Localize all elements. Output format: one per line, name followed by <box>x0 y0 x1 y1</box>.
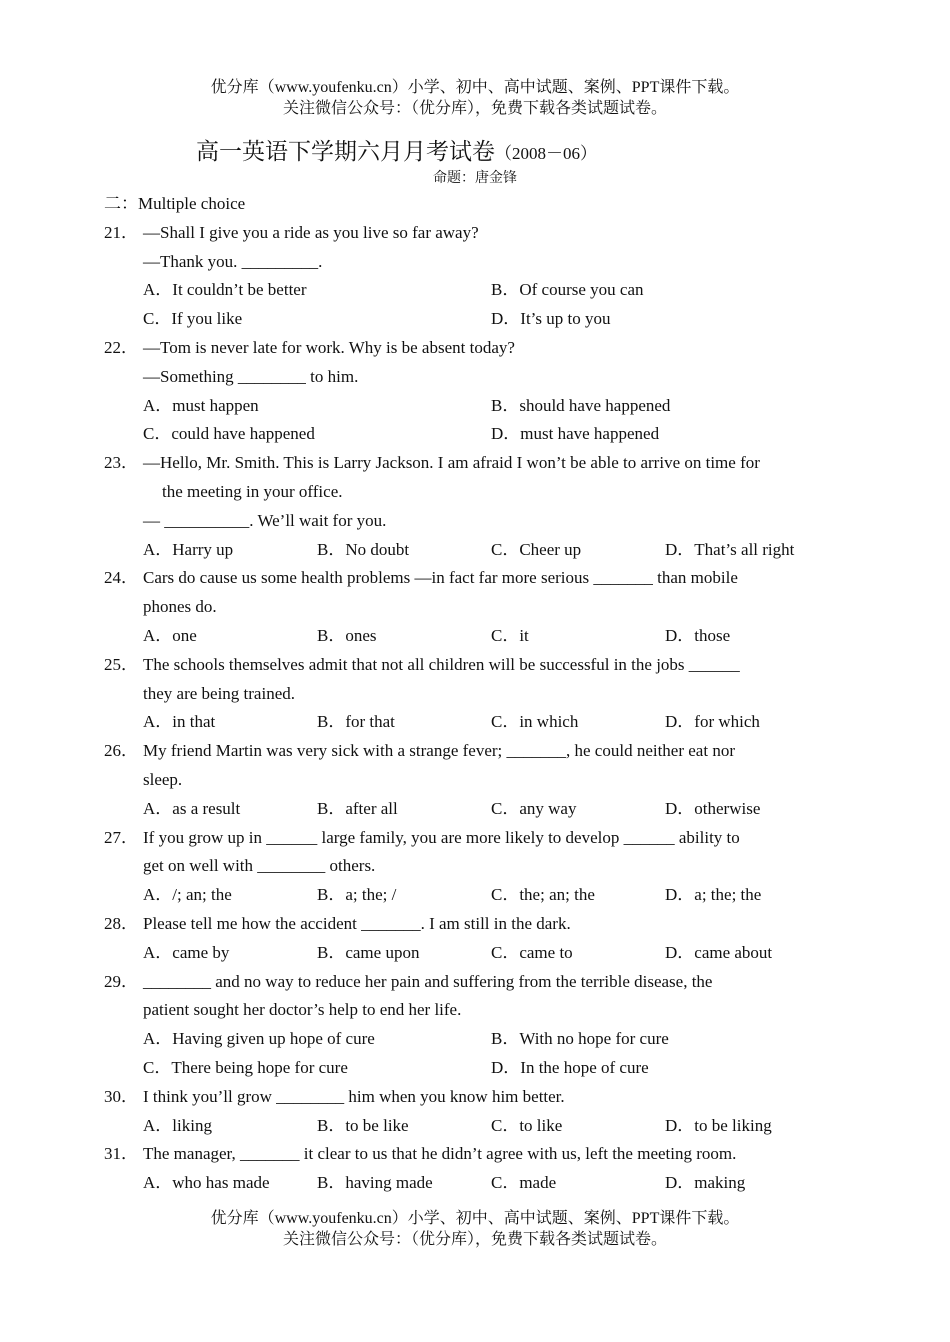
question-stem: If you grow up in ______ large family, you are more likely to develop ______ ability to <box>143 827 740 847</box>
question-stem: Please tell me how the accident _______. I am still in the dark. <box>143 913 571 933</box>
option-d[interactable]: D．those <box>665 625 731 645</box>
option-b[interactable]: B．after all <box>317 798 398 818</box>
option-b[interactable]: B．for that <box>317 712 395 732</box>
option-b[interactable]: B．came upon <box>317 942 420 962</box>
option-a[interactable]: A．must happen <box>143 395 259 415</box>
option-d[interactable]: D．for which <box>665 712 760 732</box>
option-a[interactable]: A．liking <box>143 1115 212 1135</box>
option-a[interactable]: A．in that <box>143 712 216 732</box>
question-28-options <box>104 939 846 968</box>
question-stem: —Shall I give you a ride as you live so far away? <box>143 222 479 242</box>
question-26-options <box>104 795 846 824</box>
option-b[interactable]: B．No doubt <box>317 539 410 559</box>
question-number: 26． <box>104 741 138 761</box>
question-26 <box>104 737 846 766</box>
question-number: 25． <box>104 654 138 674</box>
option-d[interactable]: D．a; the; the <box>665 885 762 905</box>
author-line: 命题：唐金锋 <box>433 171 517 186</box>
question-22-options-row-1 <box>104 392 846 421</box>
option-d[interactable]: D．must have happened <box>491 424 660 444</box>
question-number: 21． <box>104 222 138 242</box>
question-27-line-2: get on well with ________ others. <box>143 856 376 876</box>
option-b[interactable]: B．should have happened <box>491 395 671 415</box>
option-c[interactable]: C．any way <box>491 798 577 818</box>
option-c[interactable]: C．could have happened <box>143 424 315 444</box>
option-a[interactable]: A．as a result <box>143 798 241 818</box>
question-25 <box>104 651 846 680</box>
question-number: 28． <box>104 913 138 933</box>
option-c[interactable]: C．If you like <box>143 309 243 329</box>
question-stem: I think you’ll grow ________ him when you know him better. <box>143 1086 565 1106</box>
option-d[interactable]: D．to be liking <box>665 1115 772 1135</box>
title-date: （2008－06） <box>495 144 597 163</box>
question-26-line-2: sleep. <box>143 769 183 789</box>
question-21-line-2: —Thank you. _________. <box>143 251 323 271</box>
question-29 <box>104 968 846 997</box>
footer-line-2: 关注微信公众号：（优分库），免费下载各类试题试卷。 <box>282 1231 667 1248</box>
question-stem: ________ and no way to reduce her pain and suffering from the terrible disease, the <box>143 971 713 991</box>
option-b[interactable]: B．ones <box>317 625 377 645</box>
option-c[interactable]: C．in which <box>491 712 579 732</box>
option-a[interactable]: A．It couldn’t be better <box>143 280 307 300</box>
question-27-options <box>104 881 846 910</box>
option-a[interactable]: A．Harry up <box>143 539 234 559</box>
question-30-options <box>104 1112 846 1141</box>
question-23-line-2: the meeting in your office. <box>162 481 343 501</box>
option-a[interactable]: A．who has made <box>143 1173 270 1193</box>
question-number: 23． <box>104 453 138 473</box>
question-25-line-2: they are being trained. <box>143 683 295 703</box>
option-c[interactable]: C．it <box>491 625 529 645</box>
title-main: 高一英语下学期六月月考试卷 <box>196 139 495 164</box>
footer-line-1: 优分库（www.youfenku.cn）小学、初中、高中试题、案例、PPT课件下载。 <box>210 1210 740 1227</box>
page-footer <box>0 1208 950 1250</box>
question-number: 29． <box>104 971 138 991</box>
question-23-options <box>104 536 846 565</box>
option-c[interactable]: C．Cheer up <box>491 539 582 559</box>
header-line-2: 关注微信公众号：（优分库），免费下载各类试题试卷。 <box>282 100 667 117</box>
section-heading: 二：Multiple choice <box>104 194 246 213</box>
page-header <box>0 77 950 119</box>
question-30 <box>104 1083 846 1112</box>
question-24 <box>104 564 846 593</box>
option-d[interactable]: D．came about <box>665 942 773 962</box>
question-21 <box>104 219 846 248</box>
question-29-options-row-1 <box>104 1025 846 1054</box>
question-stem: Cars do cause us some health problems —in fact far more serious _______ than mobile <box>143 568 738 588</box>
header-line-1: 优分库（www.youfenku.cn）小学、初中、高中试题、案例、PPT课件下载。 <box>210 79 740 96</box>
question-28 <box>104 910 846 939</box>
question-29-line-2: patient sought her doctor’s help to end her life. <box>143 1000 462 1020</box>
question-24-line-2: phones do. <box>143 597 217 617</box>
question-number: 31． <box>104 1144 138 1164</box>
option-b[interactable]: B．a; the; / <box>317 885 397 905</box>
question-25-options <box>104 708 846 737</box>
question-stem: The manager, _______ it clear to us that he didn’t agree with us, left the meeting room. <box>143 1144 737 1164</box>
question-31 <box>104 1140 846 1169</box>
question-24-options <box>104 622 846 651</box>
question-stem: The schools themselves admit that not all children will be successful in the jobs ______ <box>143 654 740 674</box>
question-21-options-row-2 <box>104 305 846 334</box>
question-stem: —Hello, Mr. Smith. This is Larry Jackson. I am afraid I won’t be able to arrive on time for <box>143 453 760 473</box>
option-c[interactable]: C．made <box>491 1173 557 1193</box>
question-21-options-row-1 <box>104 276 846 305</box>
option-a[interactable]: A．Having given up hope of cure <box>143 1029 375 1049</box>
page-title <box>196 133 597 166</box>
question-23-line-3: — __________. We’ll wait for you. <box>143 510 387 530</box>
option-d[interactable]: D．making <box>665 1173 746 1193</box>
question-22 <box>104 334 846 363</box>
question-22-options-row-2 <box>104 420 846 449</box>
question-list <box>104 190 846 1198</box>
question-number: 30． <box>104 1086 138 1106</box>
question-22-line-2: —Something ________ to him. <box>143 366 359 386</box>
option-d[interactable]: D．In the hope of cure <box>491 1057 649 1077</box>
option-d[interactable]: D．It’s up to you <box>491 309 611 329</box>
option-a[interactable]: A．/; an; the <box>143 885 232 905</box>
option-c[interactable]: C．came to <box>491 942 573 962</box>
option-a[interactable]: A．one <box>143 625 197 645</box>
option-b[interactable]: B．having made <box>317 1173 433 1193</box>
option-b[interactable]: B．With no hope for cure <box>491 1029 669 1049</box>
option-c[interactable]: C．the; an; the <box>491 885 595 905</box>
question-29-options-row-2 <box>104 1054 846 1083</box>
question-number: 22． <box>104 337 138 357</box>
question-stem: —Tom is never late for work. Why is be absent today? <box>143 337 515 357</box>
question-number: 24． <box>104 568 138 588</box>
question-31-options <box>104 1169 846 1198</box>
option-d[interactable]: D．otherwise <box>665 798 761 818</box>
question-number: 27． <box>104 827 138 847</box>
option-c[interactable]: C．There being hope for cure <box>143 1057 348 1077</box>
question-stem: My friend Martin was very sick with a strange fever; _______, he could neither eat nor <box>143 741 735 761</box>
option-b[interactable]: B．Of course you can <box>491 280 644 300</box>
option-c[interactable]: C．to like <box>491 1115 563 1135</box>
option-a[interactable]: A．came by <box>143 942 230 962</box>
question-23 <box>104 449 846 478</box>
option-d[interactable]: D．That’s all right <box>665 539 795 559</box>
question-27 <box>104 824 846 853</box>
option-b[interactable]: B．to be like <box>317 1115 409 1135</box>
